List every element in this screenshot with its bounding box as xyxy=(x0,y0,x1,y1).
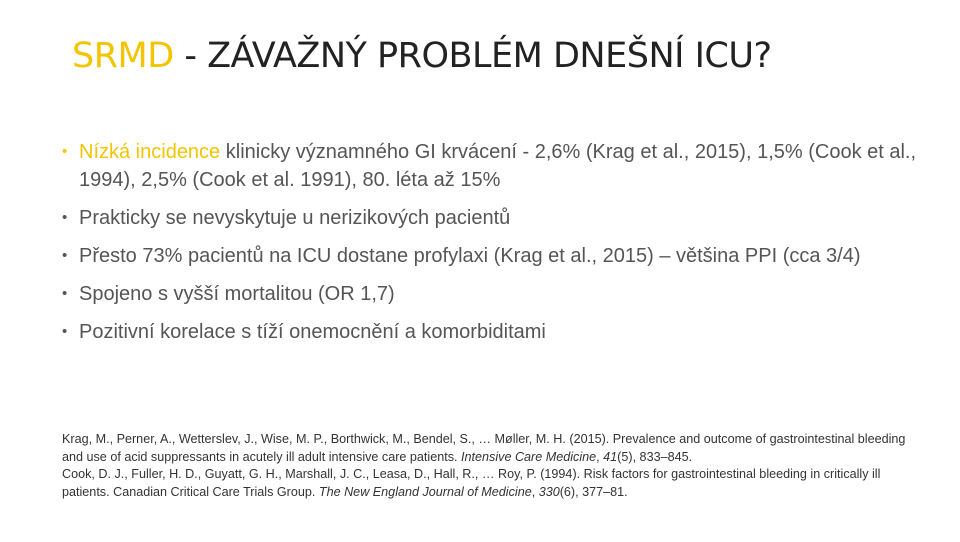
bullet-dot-icon: • xyxy=(62,143,68,160)
reference-cook xyxy=(62,466,912,501)
reference-krag xyxy=(62,431,912,466)
reference-sep: , xyxy=(531,484,539,499)
bullet-item-prophylaxis xyxy=(62,242,922,270)
bullet-text: Spojeno s vyšší mortalitou (OR 1,7) xyxy=(79,283,395,305)
bullet-text: Prakticky se nevyskytuje u nerizikových pacientů xyxy=(79,207,511,229)
reference-volume: 330 xyxy=(538,484,560,499)
reference-text: Cook, D. J., Fuller, H. D., Guyatt, G. H., Marshall, J. C., Leasa, D., Hall, R., … Roy, P. (1994). Risk factors for gastrointestinal bleeding in critically ill patients. Canadian Critical Care Trials Group. xyxy=(62,467,881,499)
reference-sep: , xyxy=(596,449,604,464)
title-rest: - ZÁVAŽNÝ PROBLÉM DNEŠNÍ ICU? xyxy=(173,36,772,76)
title-accent: SRMD xyxy=(72,36,174,76)
bullet-item-correlation xyxy=(62,318,922,346)
bullet-text: klinicky významného GI krvácení - 2,6% (Krag et al., 2015), 1,5% (Cook et al., 1994), 2,5% (Cook et al. 1991), 80. léta až 15% xyxy=(79,141,917,191)
bullet-lead: Nízká incidence xyxy=(79,141,221,163)
reference-text: Krag, M., Perner, A., Wetterslev, J., Wise, M. P., Borthwick, M., Bendel, S., … Møller, M. H. (2015). Prevalence and outcome of gastrointestinal bleeding and use of acid suppressants in acutely ill adult intensive care patients. xyxy=(62,432,906,464)
bullet-dot-icon: • xyxy=(62,209,68,226)
bullet-item-risk xyxy=(62,204,922,232)
bullet-text: Pozitivní korelace s tíží onemocnění a komorbiditami xyxy=(79,321,546,343)
bullet-text: Přesto 73% pacientů na ICU dostane profylaxi (Krag et al., 2015) – většina PPI (cca 3/4) xyxy=(79,245,861,267)
references xyxy=(62,431,912,501)
bullet-list xyxy=(62,138,922,356)
bullet-item-incidence xyxy=(62,138,922,194)
bullet-item-mortality xyxy=(62,280,922,308)
reference-journal: Intensive Care Medicine xyxy=(461,449,597,464)
reference-volume: 41 xyxy=(603,449,618,464)
bullet-dot-icon: • xyxy=(62,323,68,340)
reference-journal: The New England Journal of Medicine xyxy=(318,484,532,499)
bullet-dot-icon: • xyxy=(62,285,68,302)
bullet-dot-icon: • xyxy=(62,247,68,264)
reference-pages: (5), 833–845. xyxy=(617,449,693,464)
reference-pages: (6), 377–81. xyxy=(559,484,628,499)
slide-title xyxy=(72,36,772,76)
